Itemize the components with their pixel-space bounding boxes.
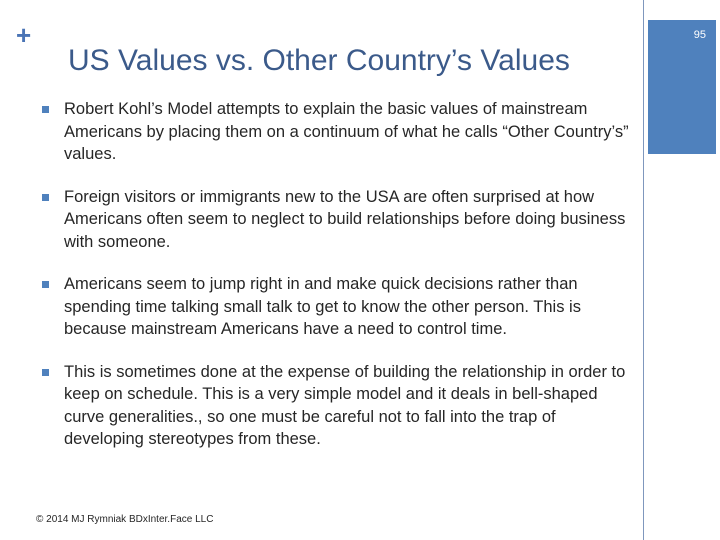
bullet-text: Robert Kohl’s Model attempts to explain the basic values of mainstream Americans by placing them on a continuum of what he calls “Other Country’s” values. <box>64 100 629 163</box>
bullet-marker-icon <box>42 281 49 288</box>
slide-number-box <box>648 20 716 154</box>
divider-line <box>643 0 644 540</box>
copyright-footer: © 2014 MJ Rymniak BDxInter.Face LLC <box>36 514 214 525</box>
bullet-item <box>42 273 634 341</box>
bullet-list <box>42 98 634 451</box>
slide-number: 95 <box>693 29 706 41</box>
bullet-text: Americans seem to jump right in and make quick decisions rather than spending time talking small talk to get to know the other person. This is because mainstream Americans have a need to control time. <box>64 275 581 338</box>
bullet-item <box>42 186 634 254</box>
bullet-item <box>42 361 634 451</box>
bullet-item <box>42 98 634 166</box>
bullet-marker-icon <box>42 194 49 201</box>
slide-title: US Values vs. Other Country’s Values <box>68 44 570 77</box>
plus-icon: + <box>16 20 32 50</box>
bullet-marker-icon <box>42 106 49 113</box>
bullet-marker-icon <box>42 369 49 376</box>
bullet-text: Foreign visitors or immigrants new to the USA are often surprised at how Americans often seem to neglect to build relationships before doing business with someone. <box>64 187 626 251</box>
bullet-text: This is sometimes done at the expense of building the relationship in order to keep on schedule. This is a very simple model and it deals in bell-shaped curve generalities., so one must be careful not to fall into the trap of developing stereotypes from these. <box>64 362 626 448</box>
